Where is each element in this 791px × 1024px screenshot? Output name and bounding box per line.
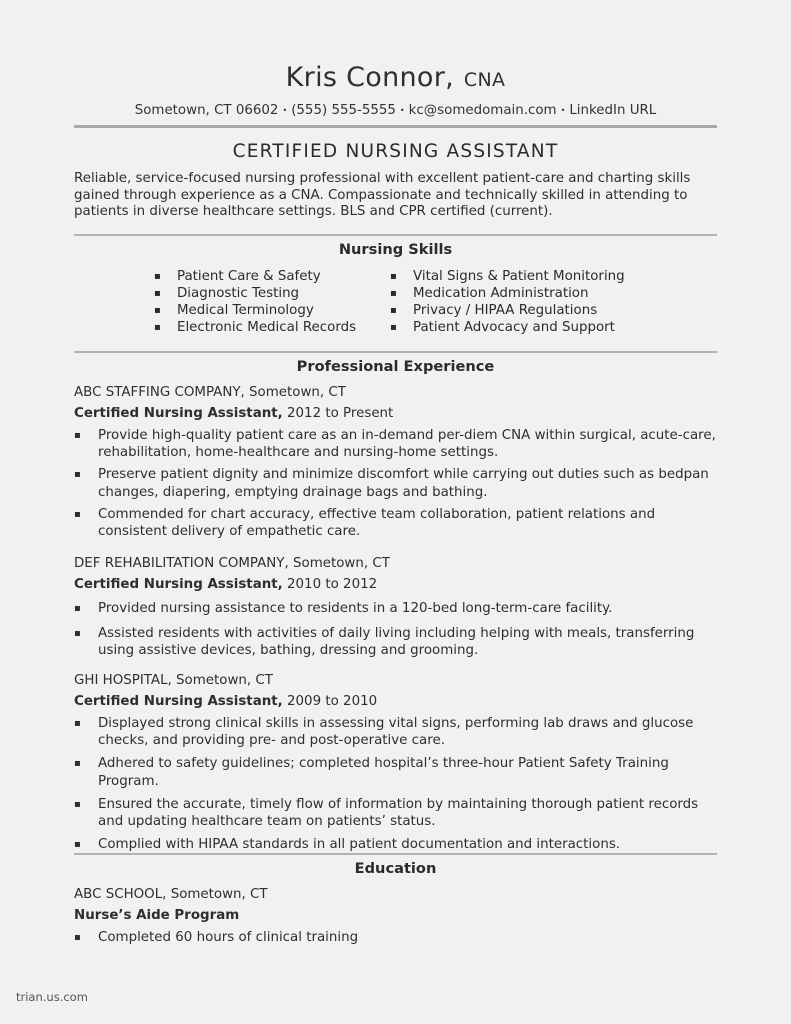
bullet-icon: ▪ <box>74 603 81 614</box>
bullet-item: ▪ Ensured the accurate, timely flow of information by maintaining thorough patient records and updating healthcare team on patients’ status. <box>74 796 699 830</box>
bullet-icon: ▪ <box>74 718 81 729</box>
education-bullets <box>74 929 724 946</box>
candidate-name <box>0 62 791 93</box>
bullet-icon: ▪ <box>154 322 161 333</box>
bullet-item: ▪ Provided nursing assistance to residents in a 120-bed long-term-care facility. <box>74 601 613 616</box>
bullet-icon: ▪ <box>154 305 161 316</box>
skill-item: ▪ Electronic Medical Records <box>154 320 357 335</box>
experience-title: Professional Experience <box>296 358 495 375</box>
linkedin: LinkedIn URL <box>569 103 657 118</box>
contact-line <box>0 103 791 118</box>
bullet-icon: ▪ <box>390 305 397 316</box>
job-dates: 2009 to 2010 <box>282 694 378 709</box>
job-role: Certified Nursing Assistant, <box>74 406 283 421</box>
job-bullets <box>74 715 724 853</box>
bullet-item: ▪ Displayed strong clinical skills in assessing vital signs, performing lab draws and glucose checks, and providing pre- and post-operative care. <box>74 716 694 749</box>
bullet-item: ▪ Commended for chart accuracy, effective team collaboration, patient relations and consistent delivery of empathetic care. <box>74 506 656 540</box>
section-divider <box>74 234 717 236</box>
skills-left-column <box>154 268 356 336</box>
skills-title: Nursing Skills <box>338 241 453 258</box>
skill-item: ▪ Medication Administration <box>390 286 589 301</box>
bullet-icon: ▪ <box>74 758 81 770</box>
skill-item: ▪ Diagnostic Testing <box>154 286 300 301</box>
bullet-icon: ▪ <box>390 288 397 299</box>
source-watermark: trian.us.com <box>16 990 88 1004</box>
bullet-item: ▪ Preserve patient dignity and minimize discomfort while carrying out duties such as bedpan changes, diapering, emptying drainage bags and bathing. <box>74 467 709 500</box>
program: Nurse’s Aide Program <box>74 908 240 923</box>
bullet-item: ▪ Complied with HIPAA standards in all patient documentation and interactions. <box>74 837 621 853</box>
skill-item: ▪ Patient Care & Safety <box>154 269 321 284</box>
skill-item: ▪ Privacy / HIPAA Regulations <box>390 303 598 318</box>
headline: CERTIFIED NURSING ASSISTANT <box>232 141 559 162</box>
bullet-icon: ▪ <box>390 322 397 333</box>
contact-separator: • <box>399 105 405 115</box>
bullet-icon: ▪ <box>74 839 81 851</box>
phone: (555) 555-5555 <box>291 103 396 118</box>
skill-item: ▪ Medical Terminology <box>154 303 314 318</box>
bullet-item: ▪ Completed 60 hours of clinical training <box>74 930 359 945</box>
section-divider <box>74 853 717 855</box>
contact-separator: • <box>560 105 566 115</box>
contact-separator: • <box>282 105 288 115</box>
job-role: Certified Nursing Assistant, <box>74 694 283 709</box>
skill-item: ▪ Patient Advocacy and Support <box>390 320 615 335</box>
job-title-line <box>74 406 393 421</box>
bullet-item: ▪ Adhered to safety guidelines; completed hospital’s three-hour Patient Safety Training Program. <box>74 756 669 789</box>
bullet-icon: ▪ <box>74 798 81 810</box>
bullet-item: ▪ Provide high-quality patient care as an in-demand per-diem CNA within surgical, acute-care, rehabilitation, home-healthcare and nursing-home settings. <box>74 428 716 461</box>
bullet-icon: ▪ <box>74 469 81 481</box>
job-company: ABC STAFFING COMPANY, Sometown, CT <box>74 385 346 400</box>
skill-item: ▪ Vital Signs & Patient Monitoring <box>390 269 625 284</box>
school: ABC SCHOOL, Sometown, CT <box>74 887 268 902</box>
bullet-icon: ▪ <box>154 288 161 299</box>
job-role: Certified Nursing Assistant, <box>74 577 283 592</box>
bullet-icon: ▪ <box>154 271 161 282</box>
job-dates: 2012 to Present <box>282 406 394 421</box>
bullet-icon: ▪ <box>74 932 81 943</box>
summary: Reliable, service-focused nursing professional with excellent patient-care and charting skills gained through experience as a CNA. Compassionate and technically skilled in attending to patients in diverse healthcare settings. BLS and CPR certified (current). <box>74 171 691 220</box>
job-bullets <box>74 600 724 660</box>
bullet-icon: ▪ <box>390 271 397 282</box>
job-company: DEF REHABILITATION COMPANY, Sometown, CT <box>74 556 390 571</box>
skills-right-column <box>390 268 625 336</box>
job-dates: 2010 to 2012 <box>282 577 378 592</box>
bullet-icon: ▪ <box>74 430 81 441</box>
job-company: GHI HOSPITAL, Sometown, CT <box>74 673 273 688</box>
section-divider <box>74 351 717 353</box>
email: kc@somedomain.com <box>408 103 557 118</box>
job-bullets <box>74 427 724 540</box>
credential: CNA <box>463 69 506 91</box>
location: Sometown, CT 06602 <box>134 103 279 118</box>
job-title-line <box>74 694 377 709</box>
job-title-line <box>74 577 377 592</box>
education-title: Education <box>354 860 437 877</box>
bullet-item: ▪ Assisted residents with activities of daily living including helping with meals, transferring using assistive devices, bathing, dressing and grooming. <box>74 626 695 659</box>
bullet-icon: ▪ <box>74 508 81 520</box>
header-divider <box>74 125 717 128</box>
name-text: Kris Connor, <box>285 62 455 93</box>
bullet-icon: ▪ <box>74 628 81 640</box>
